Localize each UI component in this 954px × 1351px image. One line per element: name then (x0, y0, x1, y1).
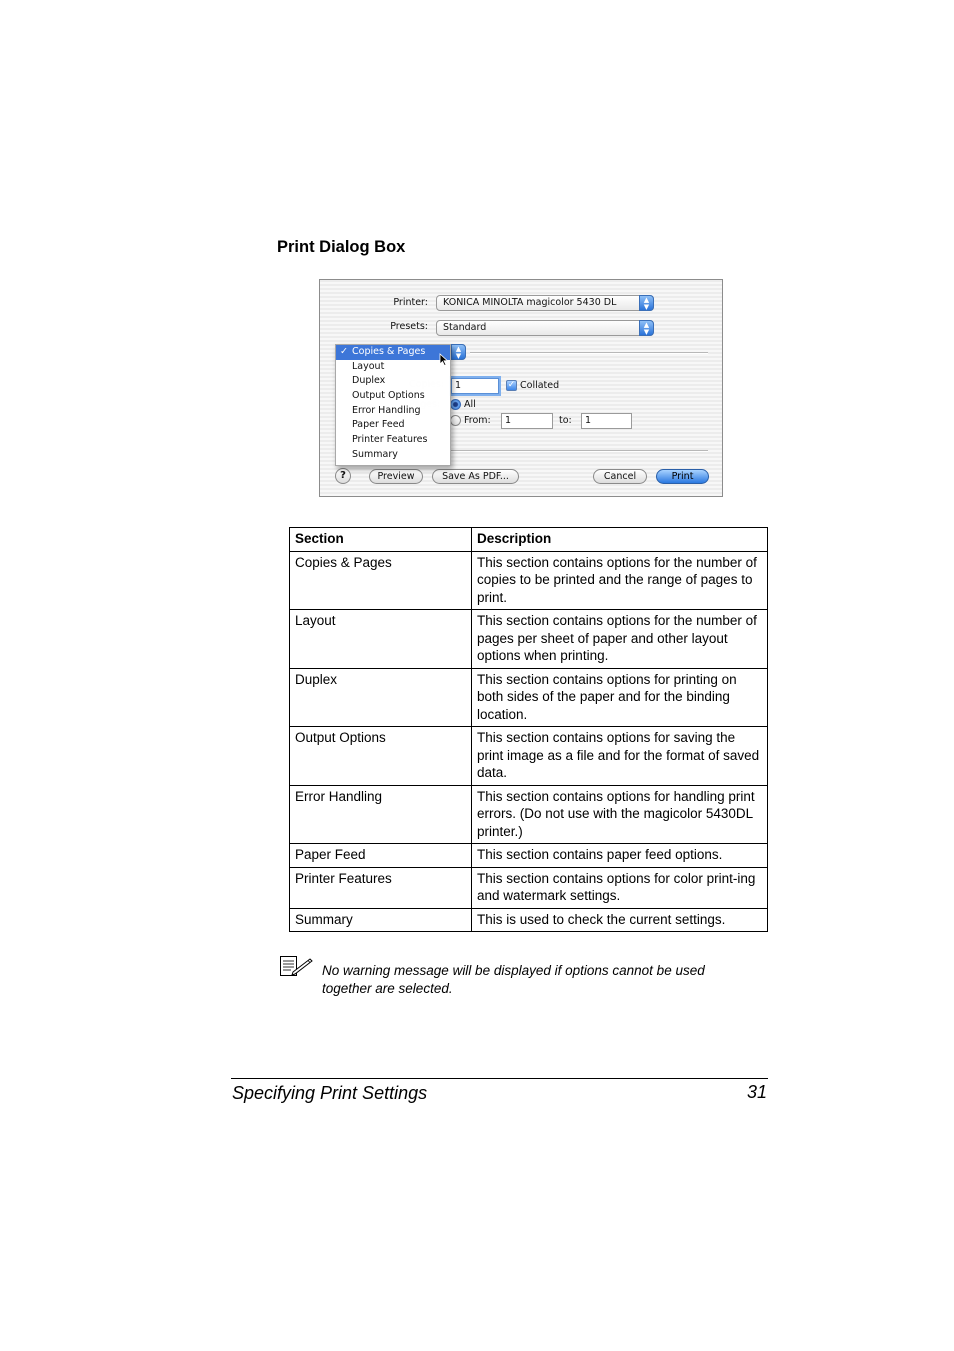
footer-title: Specifying Print Settings (232, 1083, 428, 1103)
all-pages-label: All (464, 399, 476, 410)
section-cell: Layout (290, 610, 472, 669)
description-cell: This section contains options for printing on both sides of the paper and for the binding location. (472, 668, 768, 727)
presets-popup-value: Standard (443, 322, 487, 333)
description-cell: This section contains options for the number of pages per sheet of paper and other layout options when printing. (472, 610, 768, 669)
section-popup-arrows[interactable] (449, 344, 466, 360)
menu-item-printer-features[interactable]: Printer Features (352, 434, 428, 446)
updown-arrows-icon: ▲ ▼ (639, 320, 654, 336)
description-cell: This section contains options for handling print errors. (Do not use with the magicolor 5430DL printer.) (472, 785, 768, 844)
footer-divider (231, 1078, 768, 1079)
section-cell: Copies & Pages (290, 551, 472, 610)
from-label: From: (464, 415, 491, 426)
print-dialog (319, 279, 723, 497)
table-row (290, 668, 768, 727)
menu-item-duplex[interactable]: Duplex (352, 375, 386, 387)
all-pages-radio[interactable] (450, 399, 461, 410)
print-button[interactable]: Print (656, 469, 709, 484)
separator (470, 352, 708, 354)
section-heading: Print Dialog Box (277, 238, 406, 256)
menu-item-copies-pages[interactable]: ✓ Copies & Pages (336, 345, 450, 360)
presets-label: Presets: (390, 321, 428, 332)
mouse-pointer-icon (439, 353, 448, 366)
menu-item-output-options[interactable]: Output Options (352, 390, 425, 402)
section-cell: Printer Features (290, 867, 472, 908)
table-row (290, 727, 768, 786)
collated-checkbox[interactable]: ✓ (507, 380, 516, 390)
to-label: to: (559, 415, 572, 426)
updown-arrows-icon: ▲ ▼ (451, 344, 466, 360)
description-cell: This is used to check the current settings. (472, 908, 768, 932)
table-row (290, 844, 768, 868)
column-header: Description (472, 528, 768, 552)
table-row (290, 785, 768, 844)
presets-popup[interactable] (436, 320, 654, 336)
description-cell: This section contains options for color print-ing and watermark settings. (472, 867, 768, 908)
collated-label: Collated (520, 380, 560, 391)
menu-item-layout[interactable]: Layout (352, 360, 385, 372)
description-cell: This section contains options for saving the print image as a file and for the format of saved data. (472, 727, 768, 786)
save-as-pdf-button[interactable]: Save As PDF... (432, 469, 519, 484)
section-cell: Paper Feed (290, 844, 472, 868)
updown-arrows-icon: ▲ ▼ (639, 295, 654, 311)
table-row (290, 551, 768, 610)
separator (451, 450, 708, 452)
description-cell: This section contains paper feed options. (472, 844, 768, 868)
menu-item-paper-feed[interactable]: Paper Feed (352, 419, 405, 431)
copies-input[interactable]: 1 (451, 378, 499, 394)
description-cell: This section contains options for the number of copies to be printed and the range of pages to print. (472, 551, 768, 610)
printer-popup[interactable] (436, 295, 654, 311)
note-text: No warning message will be displayed if options cannot be used together are selected. (322, 963, 705, 996)
section-cell: Duplex (290, 668, 472, 727)
cancel-button[interactable]: Cancel (593, 469, 647, 484)
to-input[interactable]: 1 (581, 413, 632, 429)
table-header-row (290, 528, 768, 552)
page-number: 31 (746, 1082, 767, 1102)
section-menu[interactable] (335, 344, 451, 466)
preview-button[interactable]: Preview (369, 469, 423, 484)
section-cell: Output Options (290, 727, 472, 786)
table-row (290, 908, 768, 932)
printer-label: Printer: (393, 297, 428, 308)
help-button[interactable]: ? (335, 468, 351, 484)
checkmark-icon: ✓ (340, 346, 348, 357)
from-input[interactable]: 1 (501, 413, 553, 429)
section-cell: Error Handling (290, 785, 472, 844)
table-row (290, 610, 768, 669)
section-cell: Summary (290, 908, 472, 932)
note-pencil-icon (279, 955, 313, 977)
table-row (290, 867, 768, 908)
column-header: Section (290, 528, 472, 552)
menu-item-summary[interactable]: Summary (352, 448, 398, 460)
menu-item-error-handling[interactable]: Error Handling (352, 404, 421, 416)
sections-table (289, 527, 768, 932)
page-range-radio[interactable] (450, 415, 461, 426)
printer-popup-value: KONICA MINOLTA magicolor 5430 DL (443, 297, 617, 308)
